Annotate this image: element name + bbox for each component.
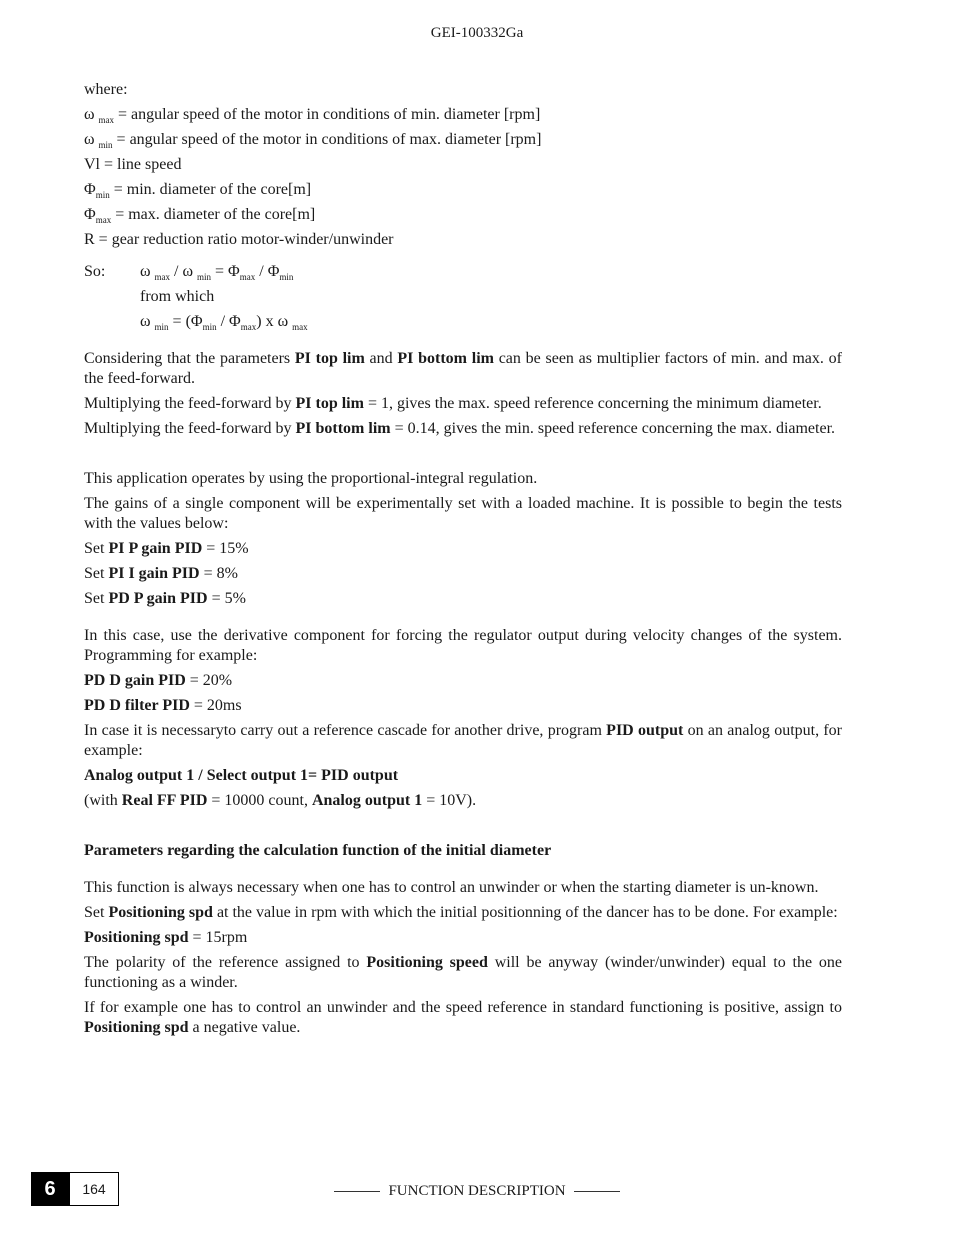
document-id: GEI-100332Ga [430,25,524,41]
section-heading: Parameters regarding the calculation function of the initial diameter [84,842,552,859]
definition-omega-min: ω $_{min}$ = angular speed of the motor in conditions of max. diameter [rpm] [84,131,542,150]
diameter-paragraph-4: If for example one has to control an unwinder and the speed reference in standard functioning is positive, assign to Positioning spd a negative value. [84,999,842,1036]
equation-omega-min: ω $_{min} = (\Phi_{min} / \Phi_{max})$ x ω $_{max}$ [140,313,308,332]
feedforward-paragraph-3: Multiplying the feed-forward by PI bottom lim = 0.14, gives the min. speed reference concerning the max. diameter. [84,420,836,437]
feedforward-paragraph-2: Multiplying the feed-forward by PI top lim = 1, gives the max. speed reference concerning the minimum diameter. [84,395,822,412]
feedforward-paragraph-1: Considering that the parameters PI top lim and PI bottom lim can be seen as multiplier factors of min. and max. of the feed-forward. [84,350,842,387]
setting-positioning-spd: Positioning spd = 15rpm [84,929,248,946]
setting-pd-p-gain: Set PD P gain PID = 5% [84,590,246,607]
derivative-paragraph-3: (with Real FF PID = 10000 count, Analog output 1 = 10V). [84,792,477,809]
so-label: So: [84,263,106,280]
setting-pi-i-gain: Set PI I gain PID = 8% [84,565,238,582]
definition-phi-min: $\Phi_{min} = \min$. diameter of the core[m] [84,181,312,200]
diameter-paragraph-1: This function is always necessary when one has to control an unwinder or when the starting diameter is un-known. [84,879,819,896]
diameter-paragraph-3: The polarity of the reference assigned to Positioning speed will be anyway (winder/unwinder) equal to the one functioning as a winder. [84,954,843,991]
setting-pi-p-gain: Set PI P gain PID = 15% [84,540,249,557]
definition-line-speed: Vl = line speed [84,156,182,173]
chapter-number: 6 [31,1172,69,1206]
footer-title: FUNCTION DESCRIPTION [0,1183,954,1200]
diameter-paragraph-2: Set Positioning spd at the value in rpm with which the initial positionning of the dancer has to be done. For example: [84,904,838,921]
derivative-paragraph-1: In this case, use the derivative component for forcing the regulator output during velocity changes of the system. Programming for example: [84,627,842,664]
setting-pd-d-gain: PD D gain PID = 20% [84,672,233,689]
regulation-paragraph-1: This application operates by using the proportional-integral regulation. [84,470,538,487]
equation-ratio: ω $_{max}$ / ω $_{min} = \Phi_{max} / \Phi_{min}$ [140,263,294,282]
definition-omega-max: ω $_{max}$ = angular speed of the motor in conditions of min. diameter [rpm] [84,106,541,125]
so-block [84,262,842,337]
from-which-text: from which [140,288,215,305]
where-label: where: [84,81,128,98]
page-content [84,80,842,1043]
setting-pd-d-filter: PD D filter PID = 20ms [84,697,242,714]
regulation-paragraph-2: The gains of a single component will be experimentally set with a loaded machine. It is possible to begin the tests with the values below: [84,495,842,532]
setting-analog-output: Analog output 1 / Select output 1= PID output [84,767,399,784]
definition-gear-ratio: R = gear reduction ratio motor-winder/unwinder [84,231,394,248]
definition-phi-max: $\Phi_{max} = \max$. diameter of the core[m] [84,206,316,225]
page-number: 164 [69,1172,119,1206]
derivative-paragraph-2: In case it is necessaryto carry out a reference cascade for another drive, program PID output on an analog output, for example: [84,722,843,759]
